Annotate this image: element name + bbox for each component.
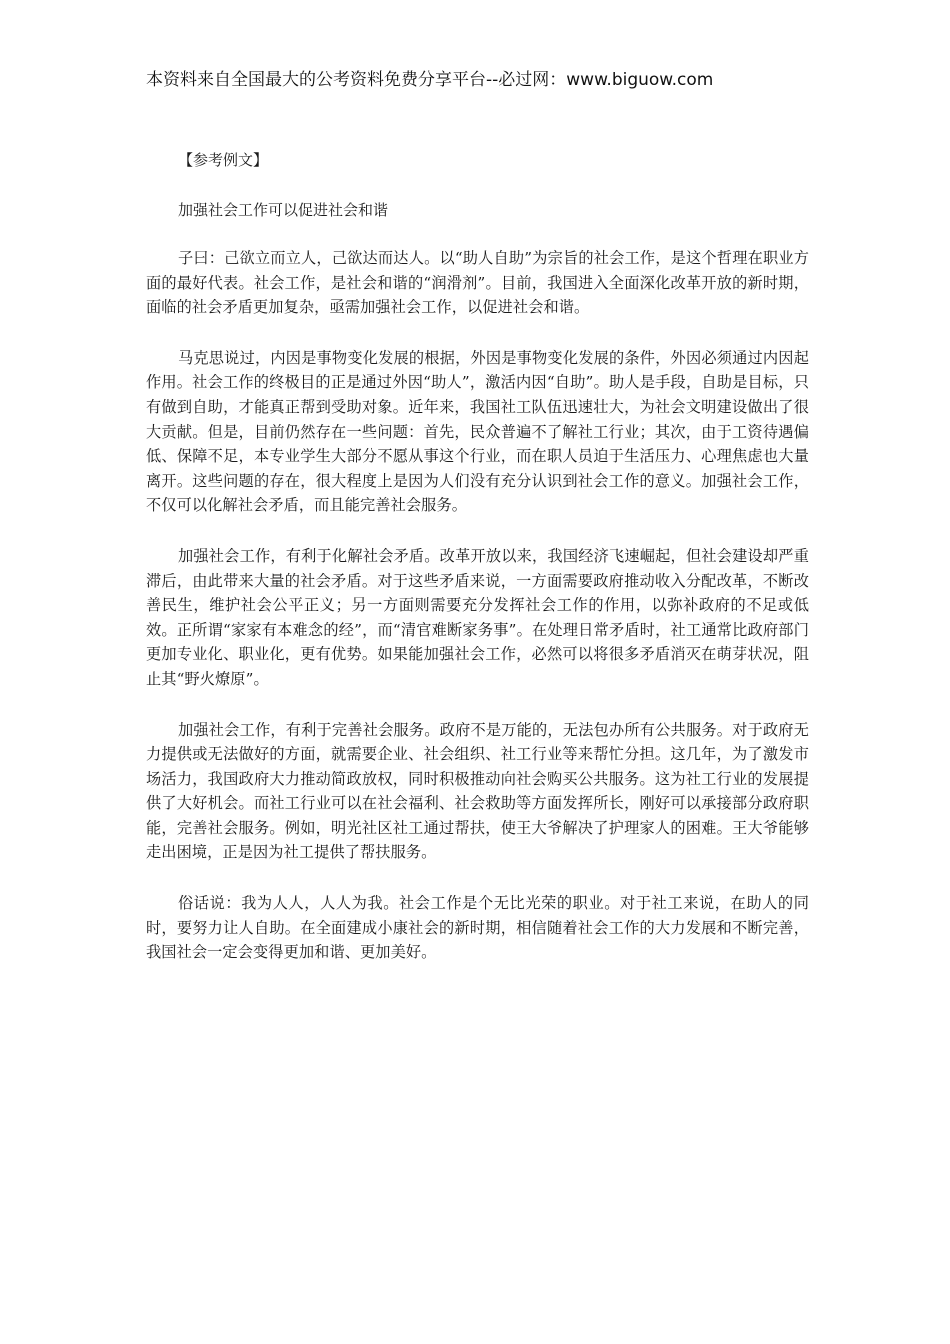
document-body [146,148,809,991]
paragraph-intro: 子曰：己欲立而立人，己欲达而达人。以“助人自助”为宗旨的社会工作，是这个哲理在职业方面的最好代表。社会工作，是社会和谐的“润滑剂”。目前，我国进入全面深化改革开放的新时期，面临的社会矛盾更加复杂，亟需加强社会工作，以促进社会和谐。 [146,249,809,317]
paragraph-conclusion: 俗话说：我为人人，人人为我。社会工作是个无比光荣的职业。对于社工来说，在助人的同时，要努力让人自助。在全面建成小康社会的新时期，相信随着社会工作的大力发展和不断完善，我国社会一定会变得更加和谐、更加美好。 [146,894,809,962]
essay-title: 加强社会工作可以促进社会和谐 [178,201,389,219]
reference-essay-label: 【参考例文】 [178,151,269,169]
paragraph-improve-services: 加强社会工作，有利于完善社会服务。政府不是万能的，无法包办所有公共服务。对于政府无力提供或无法做好的方面，就需要企业、社会组织、社工行业等来帮忙分担。这几年，为了激发市场活力，我国政府大力推动简政放权，同时积极推动向社会购买公共服务。这为社工行业的发展提供了大好机会。而社工行业可以在社会福利、社会救助等方面发挥所长，刚好可以承接部分政府职能，完善社会服务。例如，明光社区社工通过帮扶，使王大爷解决了护理家人的困难。王大爷能够走出困境，正是因为社工提供了帮扶服务。 [146,720,809,862]
page-header-source-note: 本资料来自全国最大的公考资料免费分享平台--必过网：www.biguow.com [146,70,714,90]
paragraph-resolve-conflicts: 加强社会工作，有利于化解社会矛盾。改革开放以来，我国经济飞速崛起，但社会建设却严重滞后，由此带来大量的社会矛盾。对于这些矛盾来说，一方面需要政府推动收入分配改革，不断改善民生，维护社会公平正义；另一方面则需要充分发挥社会工作的作用，以弥补政府的不足或低效。正所谓“家家有本难念的经”，而“清官难断家务事”。在处理日常矛盾时，社工通常比政府部门更加专业化、职业化，更有优势。如果能加强社会工作，必然可以将很多矛盾消灭在萌芽状况，阻止其“野火燎原”。 [146,546,809,688]
paragraph-analysis: 马克思说过，内因是事物变化发展的根据，外因是事物变化发展的条件，外因必须通过内因起作用。社会工作的终极目的正是通过外因“助人”，激活内因“自助”。助人是手段，自助是目标，只有做到自助，才能真正帮到受助对象。近年来，我国社工队伍迅速壮大，为社会文明建设做出了很大贡献。但是，目前仍然存在一些问题：首先，民众普遍不了解社工行业；其次，由于工资待遇偏低、保障不足，本专业学生大部分不愿从事这个行业，而在职人员迫于生活压力、心理焦虑也大量离开。这些问题的存在，很大程度上是因为人们没有充分认识到社会工作的意义。加强社会工作，不仅可以化解社会矛盾，而且能完善社会服务。 [146,348,809,515]
